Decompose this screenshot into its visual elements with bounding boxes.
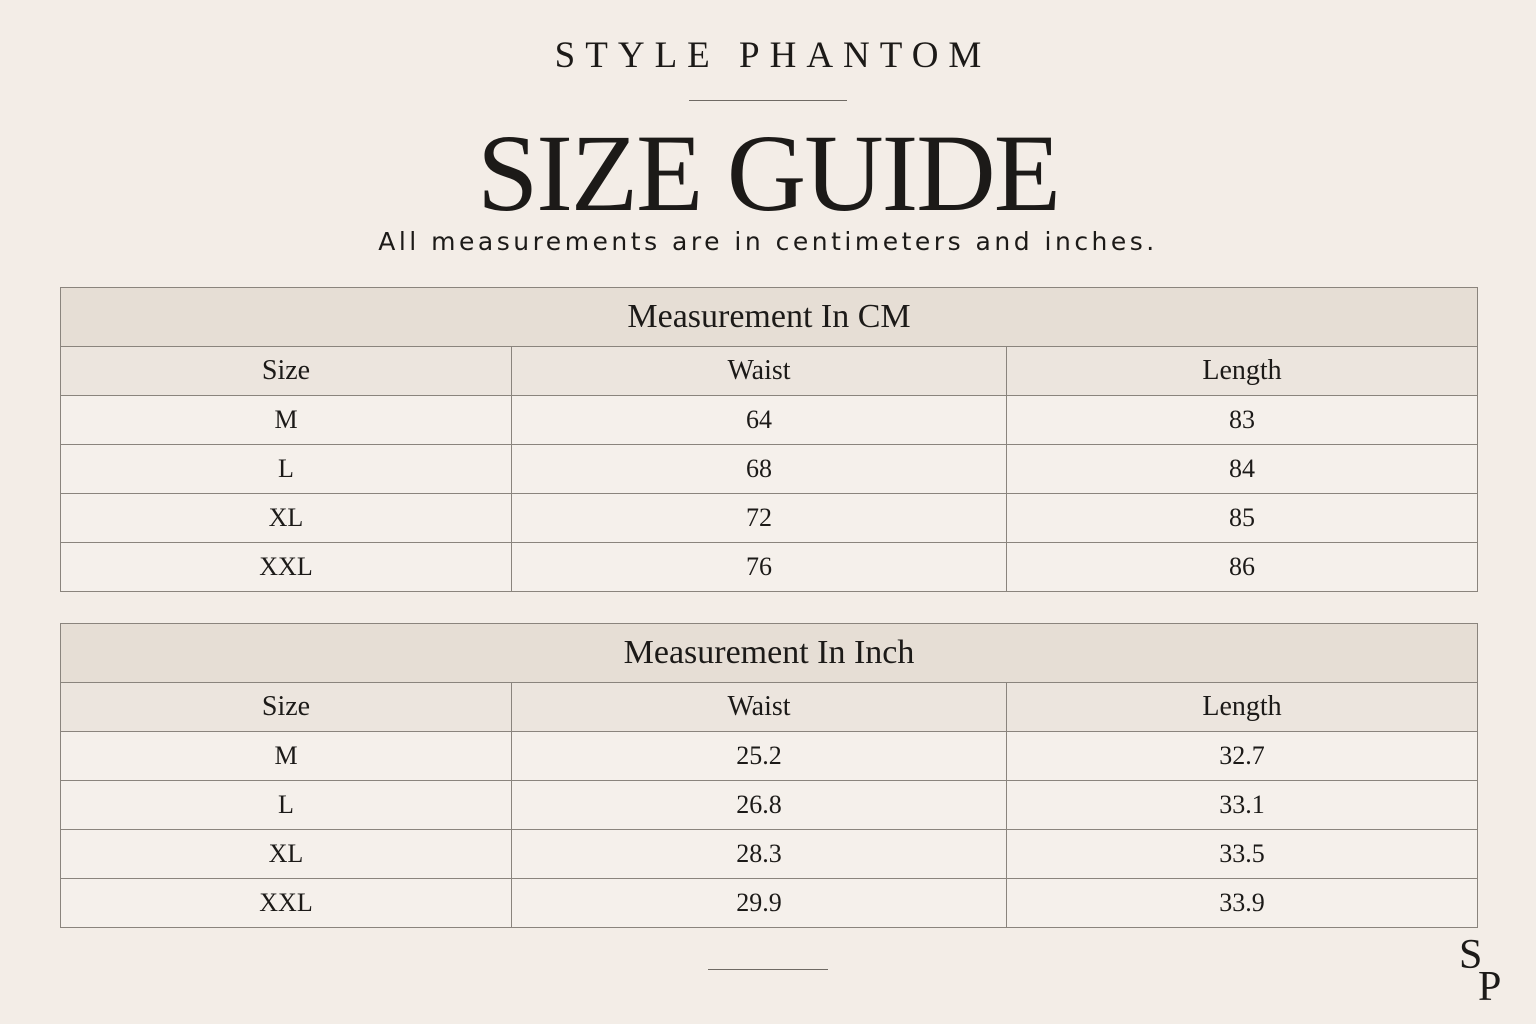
waist-cell: 26.8 [512,781,1007,830]
table-row [61,543,1478,592]
table-row [61,732,1478,781]
table-caption: Measurement In Inch [61,624,1478,683]
table-row [61,781,1478,830]
sp-monogram-icon [1456,928,1512,1004]
table-row [61,494,1478,543]
length-cell: 86 [1007,543,1478,592]
waist-cell: 28.3 [512,830,1007,879]
table-row [61,830,1478,879]
page-title: SIZE GUIDE [477,112,1059,234]
length-cell: 83 [1007,396,1478,445]
size-cell: XL [61,494,512,543]
column-header-waist: Waist [512,683,1007,732]
size-table-cm [60,287,1478,592]
table-caption: Measurement In CM [61,288,1478,347]
waist-cell: 68 [512,445,1007,494]
size-cell: M [61,732,512,781]
length-cell: 84 [1007,445,1478,494]
table-row [61,445,1478,494]
brand-divider [689,100,847,101]
column-header-length: Length [1007,347,1478,396]
waist-cell: 72 [512,494,1007,543]
page-subtitle: All measurements are in centimeters and inches. [378,227,1158,256]
size-table-inch [60,623,1478,928]
size-cell: L [61,445,512,494]
length-cell: 33.1 [1007,781,1478,830]
svg-text:P: P [1478,964,1502,1004]
column-header-length: Length [1007,683,1478,732]
waist-cell: 25.2 [512,732,1007,781]
waist-cell: 64 [512,396,1007,445]
size-cell: XXL [61,879,512,928]
size-cell: L [61,781,512,830]
waist-cell: 76 [512,543,1007,592]
table-header-row [61,683,1478,732]
column-header-waist: Waist [512,347,1007,396]
length-cell: 85 [1007,494,1478,543]
column-header-size: Size [61,347,512,396]
table-caption-row [61,288,1478,347]
size-cell: XXL [61,543,512,592]
column-header-size: Size [61,683,512,732]
waist-cell: 29.9 [512,879,1007,928]
length-cell: 32.7 [1007,732,1478,781]
table-row [61,879,1478,928]
footer-divider [708,969,828,970]
length-cell: 33.9 [1007,879,1478,928]
brand-name: STYLE PHANTOM [554,35,992,76]
size-cell: M [61,396,512,445]
length-cell: 33.5 [1007,830,1478,879]
svg-text:S: S [1459,932,1483,978]
table-row [61,396,1478,445]
table-caption-row [61,624,1478,683]
size-cell: XL [61,830,512,879]
table-header-row [61,347,1478,396]
